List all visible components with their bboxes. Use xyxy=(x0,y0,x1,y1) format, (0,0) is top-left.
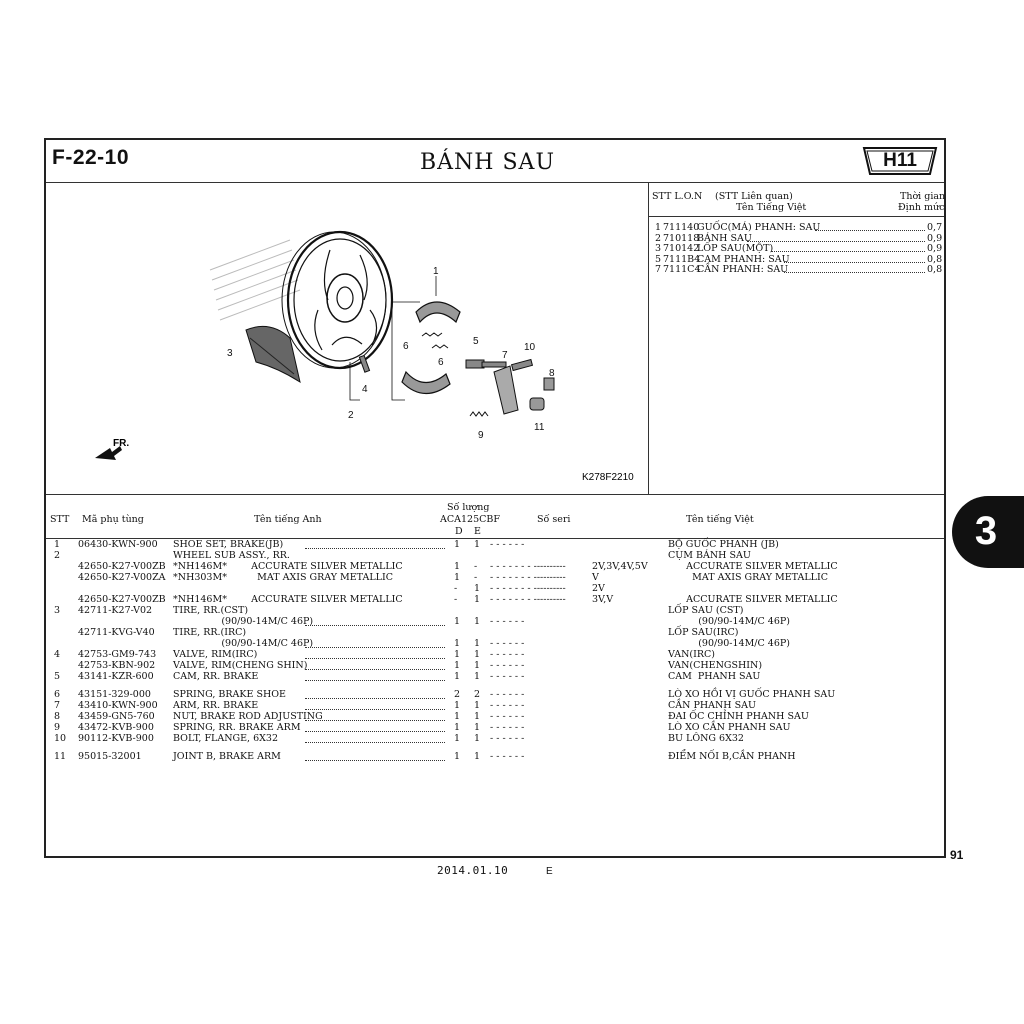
row-qty-d: 1 xyxy=(454,572,461,583)
labor-row-no: 2 xyxy=(655,232,662,244)
row-stt: 1 xyxy=(54,539,61,550)
col-head-model: ACA125CBF xyxy=(440,514,500,525)
row-serial-dashes: - - - - - - xyxy=(490,700,525,711)
row-serial-dashes: - - - - - - - ---------- xyxy=(490,572,566,583)
row-name-en: *NH146M* ACCURATE SILVER METALLIC xyxy=(173,594,403,605)
labor-row-code: 710118 xyxy=(663,232,700,244)
callout-6b: 6 xyxy=(438,357,444,368)
row-serial-dashes: - - - - - - xyxy=(490,671,525,682)
leader-dots xyxy=(305,669,445,670)
col-head-serial: Số seri xyxy=(537,514,571,525)
row-serial-dashes: - - - - - - xyxy=(490,751,525,762)
row-qty-d: 1 xyxy=(454,561,461,572)
row-name-vn: CAM PHANH SAU xyxy=(668,671,761,682)
labor-row-no: 1 xyxy=(655,222,662,233)
front-label: FR. xyxy=(113,438,130,449)
row-qty-e: 1 xyxy=(474,660,481,671)
labor-row-code: 7111C4 xyxy=(663,264,701,275)
footer-edition: E xyxy=(546,866,553,877)
row-qty-e: 1 xyxy=(474,722,481,733)
callout-9: 9 xyxy=(478,430,484,441)
row-qty-d: 1 xyxy=(454,649,461,660)
row-name-vn: BỘ GUỐC PHANH (JB) xyxy=(668,539,779,550)
callout-6a: 6 xyxy=(403,341,409,352)
row-qty-e: 2 xyxy=(474,689,481,700)
row-name-vn: ACCURATE SILVER METALLIC xyxy=(668,594,838,605)
leader-dots xyxy=(771,251,925,252)
row-qty-e: 1 xyxy=(474,594,481,605)
callout-10: 10 xyxy=(524,342,536,353)
row-serial: 2V xyxy=(592,583,605,594)
row-name-vn: LỐP SAU(IRC) xyxy=(668,627,739,638)
row-stt: 6 xyxy=(54,689,61,700)
row-stt: 7 xyxy=(54,700,61,711)
leader-dots xyxy=(305,742,445,743)
row-name-en: TIRE, RR.(CST) xyxy=(173,605,249,616)
row-qty-d: 1 xyxy=(454,539,461,550)
callout-3: 3 xyxy=(227,348,233,359)
row-stt: 2 xyxy=(54,550,61,561)
row-serial: 3V,V xyxy=(592,594,614,605)
labor-head-related: (STT Liên quan) xyxy=(715,191,793,202)
row-qty-d: 1 xyxy=(454,711,461,722)
callout-4: 4 xyxy=(362,384,368,395)
wheel-sub-assy xyxy=(282,232,392,368)
row-name-vn: ACCURATE SILVER METALLIC xyxy=(668,561,838,572)
diagram-ref: K278F2210 xyxy=(582,472,634,483)
row-name-en: NUT, BRAKE ROD ADJUSTING xyxy=(173,711,323,722)
row-serial-dashes: - - - - - - xyxy=(490,722,525,733)
row-stt: 3 xyxy=(54,605,61,616)
labor-head-norm: Định mức xyxy=(898,202,945,213)
row-qty-d: 1 xyxy=(454,616,461,627)
footer-date: 2014.01.10 xyxy=(437,864,509,877)
labor-row-code: 710142 xyxy=(663,243,700,254)
chapter-number: 3 xyxy=(974,509,998,553)
leader-dots xyxy=(305,658,445,659)
exploded-parts-diagram xyxy=(46,182,646,492)
row-serial-dashes: - - - - - - xyxy=(490,616,525,627)
row-serial-dashes: - - - - - - xyxy=(490,539,525,550)
row-qty-d: 1 xyxy=(454,671,461,682)
row-name-en: (90/90-14M/C 46P) xyxy=(173,616,314,627)
row-serial-dashes: - - - - - - xyxy=(490,638,525,649)
leader-dots xyxy=(784,262,925,263)
col-head-qty: Số lượng xyxy=(447,502,490,513)
row-part-number: 42650-K27-V00ZA xyxy=(78,572,166,583)
row-qty-d: 1 xyxy=(454,751,461,762)
labor-row-value: 0,8 xyxy=(927,253,943,265)
section-badge: H11 xyxy=(883,150,917,171)
row-part-number: 42711-KVG-V40 xyxy=(78,627,155,638)
leader-dots xyxy=(305,548,445,549)
row-name-vn: VAN(CHENGSHIN) xyxy=(668,660,763,671)
col-head-e: E xyxy=(474,526,481,537)
row-name-en: *NH303M* MAT AXIS GRAY METALLIC xyxy=(173,572,393,583)
table-top-divider xyxy=(46,494,944,495)
col-head-name-vn: Tên tiếng Việt xyxy=(686,514,754,525)
row-qty-d: 1 xyxy=(454,700,461,711)
leader-dots xyxy=(815,230,925,231)
row-part-number: 43410-KWN-900 xyxy=(78,700,158,711)
leader-dots xyxy=(305,647,445,648)
row-qty-e: 1 xyxy=(474,751,481,762)
row-serial-dashes: - - - - - - xyxy=(490,660,525,671)
row-part-number: 43459-GN5-760 xyxy=(78,711,155,722)
row-stt: 8 xyxy=(54,711,61,722)
row-stt: 9 xyxy=(54,722,61,733)
row-serial-dashes: - - - - - - xyxy=(490,711,525,722)
row-serial: V xyxy=(592,572,599,583)
labor-row-value: 0,8 xyxy=(927,264,943,275)
callout-1: 1 xyxy=(433,266,439,277)
row-qty-d: 2 xyxy=(454,689,461,700)
row-qty-e: 1 xyxy=(474,711,481,722)
row-name-vn: (90/90-14M/C 46P) xyxy=(668,616,790,627)
leader-dots xyxy=(305,698,445,699)
callout-2: 2 xyxy=(348,410,354,421)
row-qty-e: 1 xyxy=(474,671,481,682)
row-serial-dashes: - - - - - - xyxy=(490,689,525,700)
row-serial-dashes: - - - - - - xyxy=(490,649,525,660)
labor-row-name: CAM PHANH: SAU xyxy=(697,253,790,265)
row-part-number: 95015-32001 xyxy=(78,751,142,762)
figure-code: F-22-10 xyxy=(52,146,130,169)
row-qty-e: - xyxy=(474,572,478,583)
row-part-number: 43151-329-000 xyxy=(78,689,151,700)
row-serial-dashes: - - - - - - - ---------- xyxy=(490,583,566,594)
row-qty-e: 1 xyxy=(474,700,481,711)
labor-row-code: 7111B4 xyxy=(663,253,701,265)
labor-row-value: 0,9 xyxy=(927,232,943,244)
diagram-divider xyxy=(648,182,649,494)
row-qty-e: 1 xyxy=(474,649,481,660)
callout-8: 8 xyxy=(549,368,555,379)
row-part-number: 43141-KZR-600 xyxy=(78,671,154,682)
row-name-en: TIRE, RR.(IRC) xyxy=(173,627,247,638)
callout-5: 5 xyxy=(473,336,479,347)
row-name-en: BOLT, FLANGE, 6X32 xyxy=(173,733,278,744)
row-name-en: ARM, RR. BRAKE xyxy=(173,700,259,711)
col-head-part-no: Mã phụ tùng xyxy=(82,514,144,525)
row-name-vn: LỐP SAU (CST) xyxy=(668,605,744,616)
labor-row-no: 7 xyxy=(655,264,662,275)
brake-cam xyxy=(466,360,506,368)
row-name-vn: BU LÔNG 6X32 xyxy=(668,733,744,744)
row-qty-d: 1 xyxy=(454,733,461,744)
leader-dots xyxy=(747,241,925,242)
row-name-en: SHOE SET, BRAKE(JB) xyxy=(173,539,284,550)
labor-row-value: 0,9 xyxy=(927,243,943,254)
row-name-en: SPRING, BRAKE SHOE xyxy=(173,689,286,700)
row-name-en: (90/90-14M/C 46P) xyxy=(173,638,314,649)
row-name-en: JOINT B, BRAKE ARM xyxy=(173,751,281,762)
row-part-number: 42753-GM9-743 xyxy=(78,649,157,660)
labor-head-stt: STT L.O.N xyxy=(652,191,703,202)
leader-dots xyxy=(305,731,445,732)
labor-row-name: CẦN PHANH: SAU xyxy=(697,264,789,275)
labor-row-value: 0,7 xyxy=(927,222,943,233)
leader-dots xyxy=(305,625,445,626)
row-part-number: 06430-KWN-900 xyxy=(78,539,158,550)
row-name-vn: VAN(IRC) xyxy=(668,649,715,660)
row-serial: 2V,3V,4V,5V xyxy=(592,561,648,572)
row-qty-e: 1 xyxy=(474,733,481,744)
page-title: BÁNH SAU xyxy=(420,150,555,175)
labor-head-name: Tên Tiếng Việt xyxy=(736,202,807,213)
tire-rr xyxy=(246,326,300,382)
row-qty-d: - xyxy=(454,583,458,594)
labor-row-no: 5 xyxy=(655,253,662,265)
row-name-en: VALVE, RIM(IRC) xyxy=(173,649,258,660)
joint-b xyxy=(530,398,544,410)
leader-dots xyxy=(305,760,445,761)
row-serial-dashes: - - - - - - - ---------- xyxy=(490,594,566,605)
row-part-number: 42753-KBN-902 xyxy=(78,660,156,671)
labor-row-code: 711140 xyxy=(663,222,700,233)
brake-arm xyxy=(494,366,518,414)
row-part-number: 42711-K27-V02 xyxy=(78,605,153,616)
row-name-vn: (90/90-14M/C 46P) xyxy=(668,638,790,649)
row-name-en: WHEEL SUB ASSY., RR. xyxy=(173,550,290,561)
row-stt: 5 xyxy=(54,671,61,682)
row-name-en: SPRING, RR. BRAKE ARM xyxy=(173,722,301,733)
row-part-number: 43472-KVB-900 xyxy=(78,722,154,733)
labor-head-time: Thời gian xyxy=(900,191,946,202)
leader-dots xyxy=(305,709,445,710)
labor-head-divider xyxy=(648,216,944,217)
row-stt: 11 xyxy=(54,751,67,762)
leader-dots xyxy=(784,272,925,273)
row-serial-dashes: - - - - - - - ---------- xyxy=(490,561,566,572)
flange-bolt xyxy=(512,360,533,371)
labor-row-name: LỐP SAU(MỘT) xyxy=(697,243,774,254)
row-name-en: CAM, RR. BRAKE xyxy=(173,671,259,682)
row-part-number: 42650-K27-V00ZB xyxy=(78,561,166,572)
row-qty-d: 1 xyxy=(454,660,461,671)
row-name-vn: CẦN PHANH SAU xyxy=(668,700,756,711)
row-part-number: 42650-K27-V00ZB xyxy=(78,594,166,605)
callout-7: 7 xyxy=(502,350,508,361)
row-qty-d: - xyxy=(454,594,458,605)
adjusting-nut xyxy=(544,378,554,390)
page-number: 91 xyxy=(950,848,964,862)
row-name-vn: ĐIỂM NỐI B,CẦN PHANH xyxy=(668,751,796,762)
row-name-vn: LÒ XO CẦN PHANH SAU xyxy=(668,722,791,733)
row-name-en: *NH146M* ACCURATE SILVER METALLIC xyxy=(173,561,403,572)
row-qty-e: - xyxy=(474,561,478,572)
row-stt: 4 xyxy=(54,649,61,660)
row-qty-d: 1 xyxy=(454,638,461,649)
row-stt: 10 xyxy=(54,733,67,744)
row-name-vn: CỤM BÁNH SAU xyxy=(668,550,751,561)
row-part-number: 90112-KVB-900 xyxy=(78,733,154,744)
row-serial-dashes: - - - - - - xyxy=(490,733,525,744)
col-head-stt: STT xyxy=(50,514,70,525)
callout-11: 11 xyxy=(534,422,545,433)
row-name-en: VALVE, RIM(CHENG SHIN) xyxy=(173,660,308,671)
row-name-vn: ĐAI ỐC CHỈNH PHANH SAU xyxy=(668,711,809,722)
row-name-vn: MAT AXIS GRAY METALLIC xyxy=(668,572,828,583)
row-qty-d: 1 xyxy=(454,722,461,733)
leader-dots xyxy=(305,680,445,681)
brake-shoe-set xyxy=(402,302,460,394)
col-head-d: D xyxy=(455,526,463,537)
labor-row-name: BÁNH SAU xyxy=(697,232,752,244)
leader-dots xyxy=(305,720,445,721)
col-head-name-en: Tên tiếng Anh xyxy=(254,514,322,525)
labor-row-name: GUỐC(MÁ) PHANH: SAU xyxy=(697,222,821,233)
row-qty-e: 1 xyxy=(474,539,481,550)
row-qty-e: 1 xyxy=(474,638,481,649)
row-qty-e: 1 xyxy=(474,616,481,627)
labor-row-no: 3 xyxy=(655,243,662,254)
row-name-vn: LÒ XO HỒI VỊ GUỐC PHANH SAU xyxy=(668,689,836,700)
row-qty-e: 1 xyxy=(474,583,481,594)
